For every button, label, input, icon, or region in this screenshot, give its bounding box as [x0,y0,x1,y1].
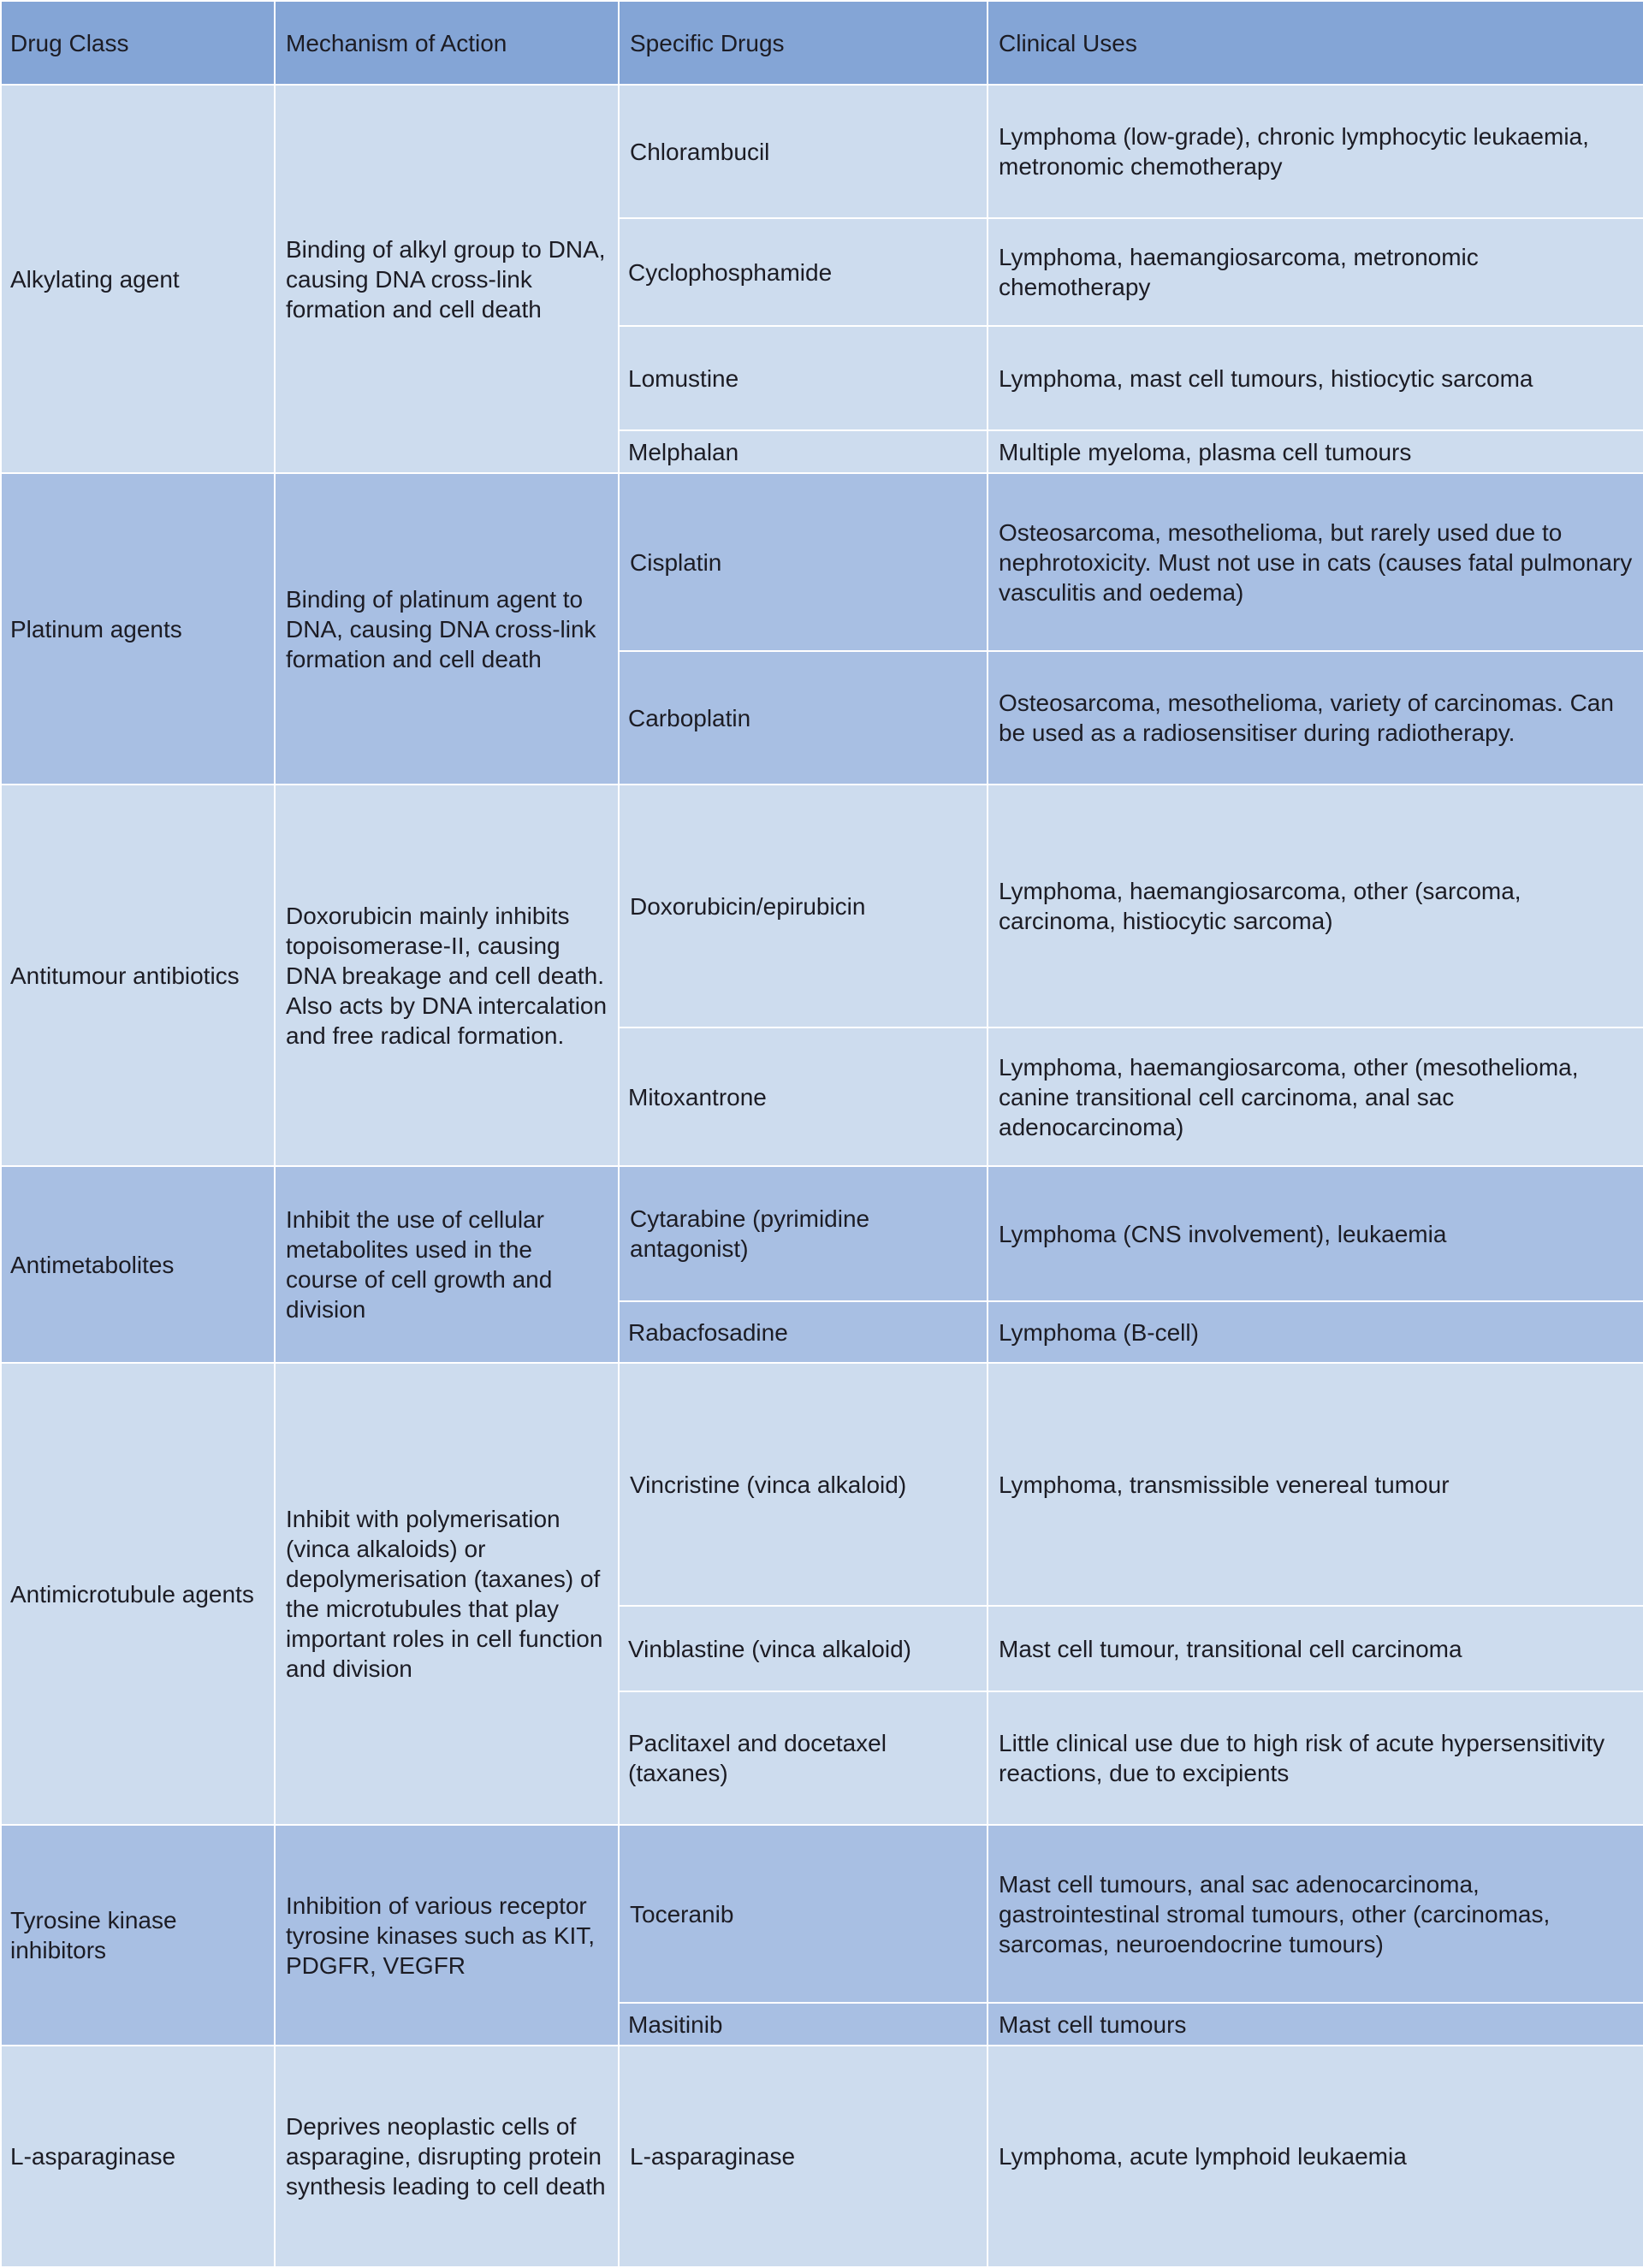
drug-name-cell: L-asparaginase [619,2046,988,2267]
clinical-uses-cell: Osteosarcoma, mesothelioma, variety of carcinomas. Can be used as a radiosensitiser during radiotherapy. [988,651,1643,785]
drug-name-cell: Mitoxantrone [619,1027,988,1166]
drug-name-cell: Paclitaxel and docetaxel (taxanes) [619,1691,988,1825]
table-header [1,1,1643,85]
drug-name-cell: Lomustine [619,326,988,430]
clinical-uses-cell: Lymphoma, acute lymphoid leukaemia [988,2046,1643,2267]
mechanism-cell: Binding of platinum agent to DNA, causing DNA cross-link formation and cell death [275,473,619,785]
header-row [1,1,1643,85]
drug-name-cell: Cyclophosphamide [619,218,988,326]
drug-name-cell: Vinblastine (vinca alkaloid) [619,1606,988,1691]
table-row [1,1825,1643,2003]
drug-name-cell: Masitinib [619,2003,988,2046]
drug-name-cell: Carboplatin [619,651,988,785]
clinical-uses-cell: Lymphoma (low-grade), chronic lymphocytic leukaemia, metronomic chemotherapy [988,85,1643,218]
header-specific-drugs: Specific Drugs [619,1,988,85]
clinical-uses-cell: Lymphoma, haemangiosarcoma, other (mesothelioma, canine transitional cell carcinoma, anal sac adenocarcinoma) [988,1027,1643,1166]
table-row [1,85,1643,218]
table-row [1,785,1643,1027]
drug-class-cell: Alkylating agent [1,85,275,473]
clinical-uses-cell: Lymphoma (CNS involvement), leukaemia [988,1166,1643,1301]
clinical-uses-cell: Lymphoma, haemangiosarcoma, metronomic chemotherapy [988,218,1643,326]
drug-class-cell: Platinum agents [1,473,275,785]
mechanism-cell: Doxorubicin mainly inhibits topoisomerase-II, causing DNA breakage and cell death. Also acts by DNA intercalation and free radical formation. [275,785,619,1166]
drug-class-cell: Antimetabolites [1,1166,275,1363]
header-drug-class: Drug Class [1,1,275,85]
clinical-uses-cell: Lymphoma, haemangiosarcoma, other (sarcoma, carcinoma, histiocytic sarcoma) [988,785,1643,1027]
mechanism-cell: Binding of alkyl group to DNA, causing DNA cross-link formation and cell death [275,85,619,473]
clinical-uses-cell: Little clinical use due to high risk of acute hypersensitivity reactions, due to excipients [988,1691,1643,1825]
clinical-uses-cell: Lymphoma, mast cell tumours, histiocytic sarcoma [988,326,1643,430]
drug-class-cell: Antimicrotubule agents [1,1363,275,1825]
clinical-uses-cell: Lymphoma, transmissible venereal tumour [988,1363,1643,1606]
header-clinical-uses: Clinical Uses [988,1,1643,85]
drug-class-cell: L-asparaginase [1,2046,275,2267]
table-row [1,1166,1643,1301]
mechanism-cell: Inhibition of various receptor tyrosine kinases such as KIT, PDGFR, VEGFR [275,1825,619,2046]
drug-name-cell: Rabacfosadine [619,1301,988,1363]
clinical-uses-cell: Mast cell tumour, transitional cell carcinoma [988,1606,1643,1691]
clinical-uses-cell: Osteosarcoma, mesothelioma, but rarely used due to nephrotoxicity. Must not use in cats (causes fatal pulmonary vasculitis and oedema) [988,473,1643,651]
header-mechanism: Mechanism of Action [275,1,619,85]
clinical-uses-cell: Mast cell tumours, anal sac adenocarcinoma, gastrointestinal stromal tumours, other (carcinomas, sarcomas, neuroendocrine tumours) [988,1825,1643,2003]
drug-name-cell: Melphalan [619,430,988,473]
drug-class-cell: Antitumour antibiotics [1,785,275,1166]
mechanism-cell: Deprives neoplastic cells of asparagine, disrupting protein synthesis leading to cell death [275,2046,619,2267]
drug-name-cell: Doxorubicin/epirubicin [619,785,988,1027]
drug-class-cell: Tyrosine kinase inhibitors [1,1825,275,2046]
table-row [1,2046,1643,2267]
clinical-uses-cell: Lymphoma (B-cell) [988,1301,1643,1363]
drug-name-cell: Toceranib [619,1825,988,2003]
clinical-uses-cell: Multiple myeloma, plasma cell tumours [988,430,1643,473]
table-row [1,1363,1643,1606]
clinical-uses-cell: Mast cell tumours [988,2003,1643,2046]
drug-name-cell: Vincristine (vinca alkaloid) [619,1363,988,1606]
drug-name-cell: Cisplatin [619,473,988,651]
mechanism-cell: Inhibit the use of cellular metabolites used in the course of cell growth and division [275,1166,619,1363]
mechanism-cell: Inhibit with polymerisation (vinca alkaloids) or depolymerisation (taxanes) of the microtubules that play important roles in cell function and division [275,1363,619,1825]
drug-name-cell: Chlorambucil [619,85,988,218]
drug-name-cell: Cytarabine (pyrimidine antagonist) [619,1166,988,1301]
table-body [1,85,1643,2267]
table-row [1,473,1643,651]
